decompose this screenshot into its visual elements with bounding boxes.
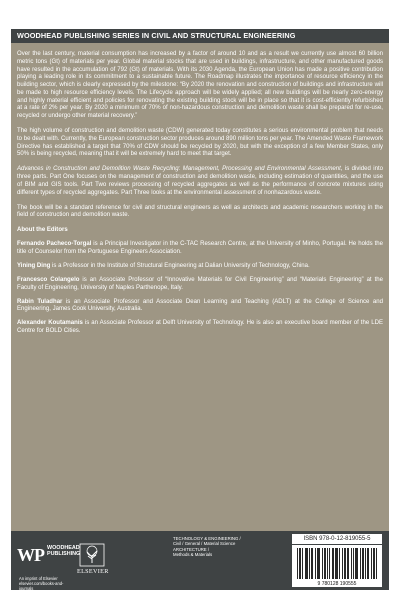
editor-entry <box>17 263 383 271</box>
editor-bio: is a Professor in the Institute of Structural Engineering at Dalian University of Technology, China. <box>50 262 310 269</box>
cover-panel <box>11 29 389 590</box>
subject-categories <box>173 536 285 558</box>
barcode <box>292 545 382 587</box>
editor-name: Francesco Colangelo <box>17 276 80 283</box>
editor-name: Yining Ding <box>17 262 51 269</box>
blurb-paragraph-book <box>17 166 383 197</box>
editor-name: Fernando Pacheco-Torgal <box>17 241 92 248</box>
publisher-bar <box>11 531 389 590</box>
editor-bio: is an Associate Professor at Delft University of Technology. He is also an executive board member of the LDE Centre for BOLD Cities. <box>17 320 383 334</box>
series-title: WOODHEAD PUBLISHING SERIES IN CIVIL AND STRUCTURAL ENGINEERING <box>11 29 389 43</box>
about-editors-heading: About the Editors <box>17 227 68 234</box>
woodhead-logo: WP <box>17 545 44 565</box>
woodhead-name-line: PUBLISHING <box>47 551 81 557</box>
woodhead-name <box>47 545 81 557</box>
blurb <box>17 51 383 342</box>
book-description: , is divided into three parts. Part One focuses on the management of construction and demolition waste, including estimation of quantities, and the use of BIM and GIS tools. Part Two reviews processing of recycled aggregates as well as the performance of concrete mixtures using different types of recycled aggregates. Part Three looks at the environmental assessment of nonhazardous waste. <box>17 166 383 196</box>
woodhead-name-line: WOODHEAD <box>47 545 80 551</box>
editor-name: Rabin Tuladhar <box>17 298 63 305</box>
editor-bio: is a Principal Investigator in the C-TAC Research Centre, at the University of Minho, Portugal. He holds the title of Counselor from the Portuguese Engineers Association. <box>17 241 383 255</box>
isbn-label: ISBN 978-0-12-819055-5 <box>292 534 382 544</box>
elsevier-tree-icon <box>79 543 105 567</box>
imprint-text <box>19 576 75 591</box>
book-title: Advances in Construction and Demolition Waste Recycling: Management, Processing and Environmental Assessment <box>17 166 341 173</box>
category-line: Methods & Materials <box>173 552 213 558</box>
category-line: ARCHITECTURE / <box>173 546 210 552</box>
elsevier-wordmark: ELSEVIER <box>77 568 109 575</box>
editor-entry <box>17 277 383 293</box>
editor-entry <box>17 299 383 315</box>
editor-bio: is an Associate Professor of “Innovative Materials for Civil Engineering” and “Materials Engineering” at the Faculty of Engineering, University of Naples Parthenope, Italy. <box>17 276 383 291</box>
editor-entry <box>17 320 383 336</box>
blurb-paragraph: The high volume of construction and demolition waste (CDW) generated today constitutes a serious environmental problem that needs to be dealt with. Currently, the European construction sector produces around 890 million tons per year. The Amended Waste Framework Directive has established a target that 70% of CDW should be recycled by 2020, but with the exception of a few Member States, only 50% is being recycled, meaning that it will be extremely hard to meet that target. <box>17 128 383 158</box>
barcode-digits: 9 780128 190555 <box>317 581 357 587</box>
imprint-line: An imprint of Elsevier <box>19 576 58 581</box>
publisher-url: elsevier.com/books-and-journals <box>19 581 64 591</box>
category-line: Civil / General / Material Science <box>173 541 236 547</box>
editor-entry <box>17 241 383 257</box>
blurb-paragraph: Over the last century, material consumption has increased by a factor of around 10 and as a result we currently use almost 60 billion metric tons (Gt) of materials per year. Global material stocks that are used in buildings, infrastructure, and other manufactured goods have resulted in the accumulation of 792 (Gt) of materials. With its 2030 Agenda, the European Union has made a positive contribution playing a leading role in its commitment to a sustainable future. The Roadmap illustrates the importance of resource efficiency in the building sector, which is clearly expressed by the milestone: “By 2020 the renovation and construction of buildings and infrastructure will be made to high resource efficiency levels. The Lifecycle approach will be widely applied; all new buildings will be nearly zero-energy and highly material efficient and policies for renovating the existing building stock will be in place so that it is cost-efficiently refurbished at a rate of 2% per year. By 2020 a minimum of 70% of non-hazardous construction and demolition waste shall be prepared for re-use, recycled or undergo other material recovery.” <box>17 51 383 119</box>
editor-bio: is an Associate Professor and Associate Dean Learning and Teaching (ADLT) at the College of Science and Engineering, James Cook University, Australia. <box>17 298 384 313</box>
editor-name: Alexander Koutamanis <box>17 320 83 327</box>
category-line: TECHNOLOGY & ENGINEERING / <box>173 536 241 541</box>
blurb-paragraph: The book will be a standard reference for civil and structural engineers as well as architects and academic researchers working in the field of construction and demolition waste. <box>17 204 383 219</box>
